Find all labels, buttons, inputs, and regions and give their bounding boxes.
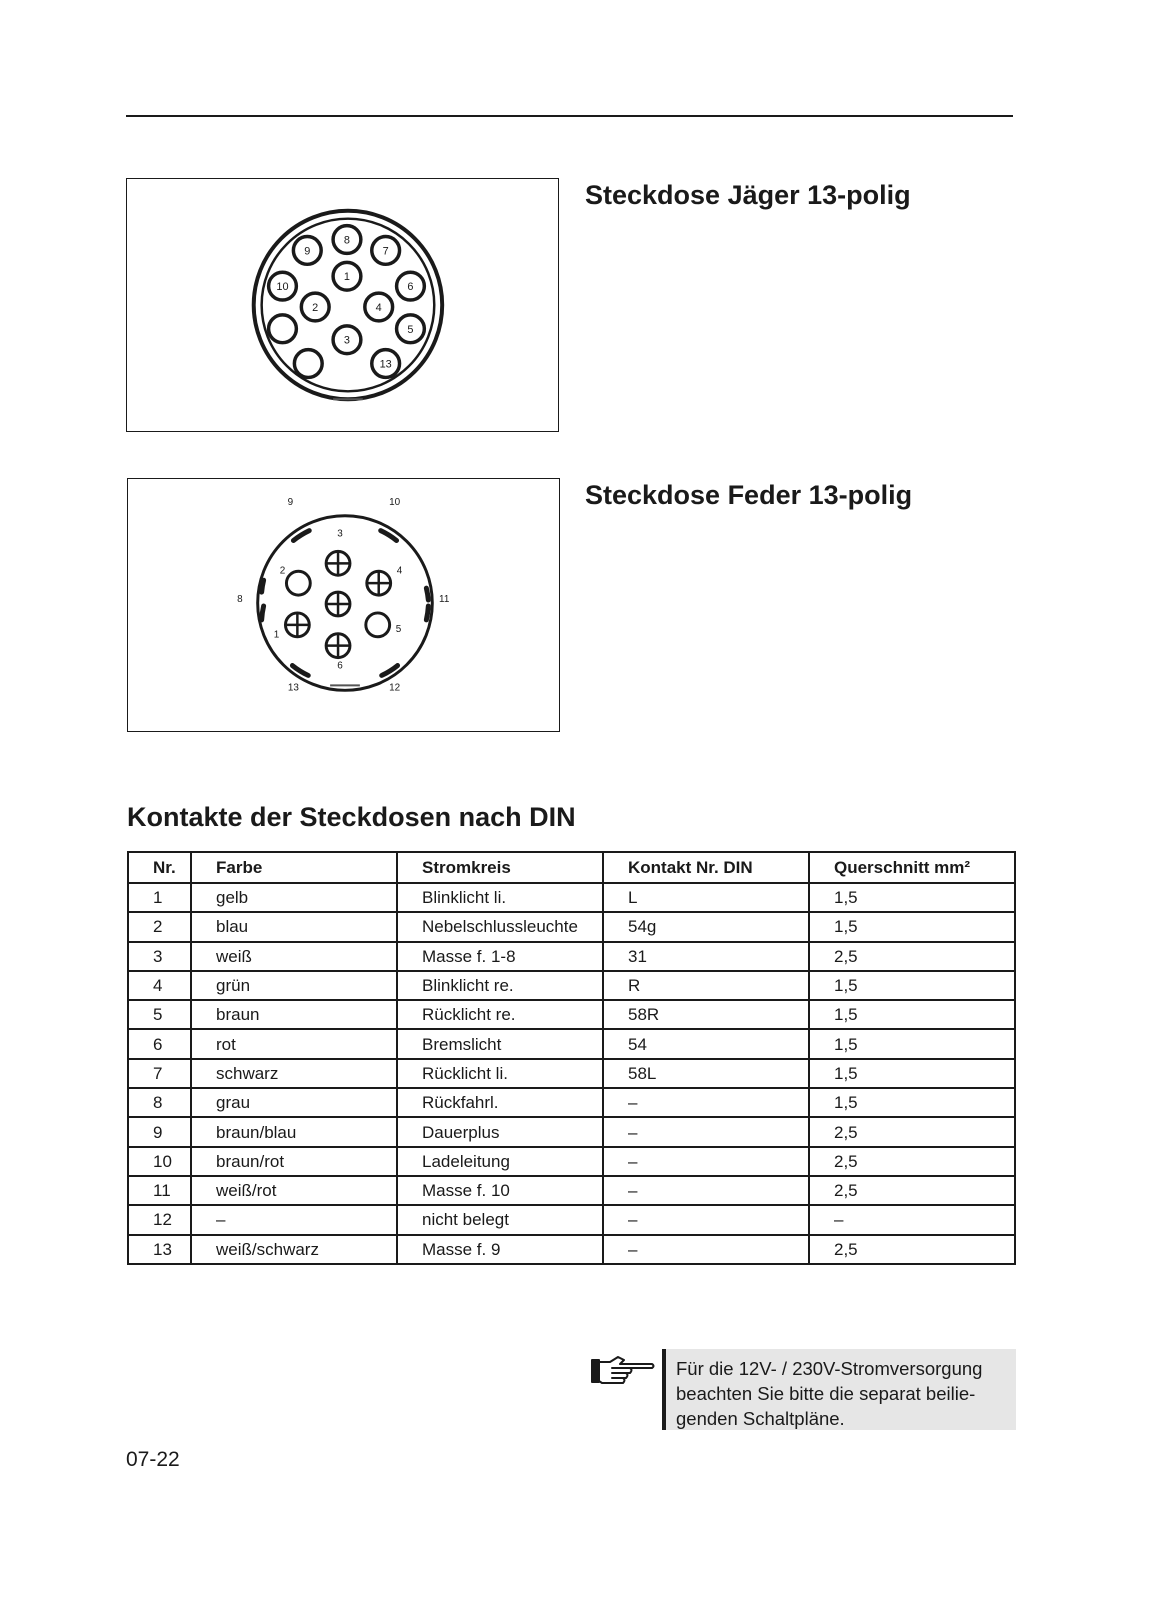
table-cell: – [603, 1235, 809, 1264]
table-cell: L [603, 883, 809, 912]
table-cell: 2,5 [809, 1117, 1015, 1146]
jaeger-pin-label: 9 [304, 245, 311, 258]
table-cell: rot [191, 1029, 397, 1058]
jaeger-pin-label: 13 [379, 358, 392, 371]
feder-outer-label: 8 [237, 594, 243, 606]
feder-segment-8b [262, 606, 264, 620]
table-cell: 1,5 [809, 1000, 1015, 1029]
table-cell: Rücklicht re. [397, 1000, 603, 1029]
table-cell: Rücklicht li. [397, 1059, 603, 1088]
table-cell: blau [191, 912, 397, 941]
note-line: beachten Sie bitte die separat beilie- [676, 1383, 976, 1404]
jaeger-socket-figure [126, 178, 559, 432]
table-cell: 54g [603, 912, 809, 941]
table-cell: 1,5 [809, 912, 1015, 941]
table-cell: 54 [603, 1029, 809, 1058]
feder-outer-label: 12 [389, 682, 401, 694]
jaeger-pin-label: 4 [375, 301, 382, 314]
table-cell: 13 [128, 1235, 191, 1264]
table-cell: weiß/schwarz [191, 1235, 397, 1264]
feder-segment-11 [426, 588, 428, 600]
feder-inner-label: 6 [337, 660, 343, 672]
table-cell: Masse f. 10 [397, 1176, 603, 1205]
table-row [128, 942, 1015, 971]
table-cell: grau [191, 1088, 397, 1117]
table-cell: weiß [191, 942, 397, 971]
contacts-table [127, 851, 1016, 1265]
feder-pin-5 [366, 613, 390, 637]
table-cell: 2,5 [809, 1176, 1015, 1205]
feder-outer-label: 11 [439, 594, 450, 606]
table-cell: 1,5 [809, 1059, 1015, 1088]
feder-inner-label: 2 [279, 565, 286, 577]
table-cell: 6 [128, 1029, 191, 1058]
table-cell: grün [191, 971, 397, 1000]
feder-segment-11b [426, 606, 428, 620]
table-cell: braun/blau [191, 1117, 397, 1146]
table-cell: 2,5 [809, 942, 1015, 971]
feder-pin-2 [286, 571, 310, 595]
table-cell: Rückfahrl. [397, 1088, 603, 1117]
table-cell: 1,5 [809, 883, 1015, 912]
table-cell: gelb [191, 883, 397, 912]
table-row [128, 1059, 1015, 1088]
jaeger-socket-diagram [127, 179, 558, 431]
table-cell: – [603, 1176, 809, 1205]
table-cell: 12 [128, 1205, 191, 1234]
feder-inner-label: 3 [337, 528, 343, 540]
table-cell: 11 [128, 1176, 191, 1205]
jaeger-pin-unlabeled-left [269, 315, 297, 343]
jaeger-pin-label: 8 [343, 234, 351, 247]
table-row [128, 1029, 1015, 1058]
table-cell: 4 [128, 971, 191, 1000]
table-row [128, 1176, 1015, 1205]
table-cell: Blinklicht li. [397, 883, 603, 912]
table-cell: weiß/rot [191, 1176, 397, 1205]
feder-inner-label: 4 [396, 565, 403, 577]
note-line: genden Schaltpläne. [676, 1408, 845, 1429]
table-cell: – [603, 1205, 809, 1234]
top-rule [126, 115, 1013, 117]
table-cell: 7 [128, 1059, 191, 1088]
header-kontakt-din: Kontakt Nr. DIN [603, 852, 809, 883]
feder-outer-label: 9 [287, 496, 294, 508]
jaeger-pin-label: 10 [276, 281, 289, 294]
table-cell: Masse f. 9 [397, 1235, 603, 1264]
table-cell: 5 [128, 1000, 191, 1029]
note-box [666, 1349, 1016, 1430]
table-row [128, 1000, 1015, 1029]
table-cell: 58R [603, 1000, 809, 1029]
table-cell: 2,5 [809, 1235, 1015, 1264]
feder-outer-label: 13 [287, 682, 299, 694]
jaeger-pin-label: 5 [407, 323, 414, 336]
table-cell: 2,5 [809, 1147, 1015, 1176]
table-row [128, 1147, 1015, 1176]
table-cell: nicht belegt [397, 1205, 603, 1234]
table-cell: Masse f. 1-8 [397, 942, 603, 971]
table-cell: 2 [128, 912, 191, 941]
table-cell: 31 [603, 942, 809, 971]
table-cell: – [603, 1117, 809, 1146]
table-cell: 8 [128, 1088, 191, 1117]
table-cell: – [809, 1205, 1015, 1234]
jaeger-socket-title: Steckdose Jäger 13-polig [585, 180, 911, 210]
header-querschnitt: Querschnitt mm² [809, 852, 1015, 883]
jaeger-pin-label: 7 [382, 245, 389, 258]
header-nr: Nr. [128, 852, 191, 883]
table-cell: 58L [603, 1059, 809, 1088]
table-header-row [128, 852, 1015, 883]
table-cell: 3 [128, 942, 191, 971]
table-row [128, 1117, 1015, 1146]
jaeger-pin-label: 6 [407, 281, 414, 294]
table-cell: braun/rot [191, 1147, 397, 1176]
feder-socket-title: Steckdose Feder 13-polig [585, 480, 913, 510]
table-cell: 1,5 [809, 1088, 1015, 1117]
feder-socket-figure [127, 478, 560, 732]
table-cell: R [603, 971, 809, 1000]
table-row [128, 1235, 1015, 1264]
jaeger-pin-label: 1 [343, 271, 351, 284]
table-cell: 1 [128, 883, 191, 912]
table-cell: Blinklicht re. [397, 971, 603, 1000]
table-cell: – [603, 1147, 809, 1176]
feder-pin-crosses [285, 551, 390, 657]
feder-segment-8 [262, 580, 264, 592]
header-stromkreis: Stromkreis [397, 852, 603, 883]
table-cell: Bremslicht [397, 1029, 603, 1058]
table-cell: – [191, 1205, 397, 1234]
feder-outer-label: 10 [389, 496, 401, 508]
table-cell: schwarz [191, 1059, 397, 1088]
feder-socket-diagram [128, 479, 559, 731]
table-cell: braun [191, 1000, 397, 1029]
table-cell: Nebelschlussleuchte [397, 912, 603, 941]
table-row [128, 1205, 1015, 1234]
feder-inner-label: 5 [395, 623, 402, 635]
table-cell: Ladeleitung [397, 1147, 603, 1176]
table-row [128, 1088, 1015, 1117]
jaeger-pin-label: 3 [343, 334, 351, 347]
table-cell: – [603, 1088, 809, 1117]
table-row [128, 971, 1015, 1000]
section-title: Kontakte der Steckdosen nach DIN [127, 802, 576, 832]
table-cell: 10 [128, 1147, 191, 1176]
pointing-hand-icon [590, 1354, 656, 1388]
table-row [128, 912, 1015, 941]
table-cell: 1,5 [809, 1029, 1015, 1058]
table-row [128, 883, 1015, 912]
note-line: Für die 12V- / 230V-Stromversorgung [676, 1358, 983, 1379]
table-cell: Dauerplus [397, 1117, 603, 1146]
header-farbe: Farbe [191, 852, 397, 883]
table-cell: 1,5 [809, 971, 1015, 1000]
table-cell: 9 [128, 1117, 191, 1146]
jaeger-pin-unlabeled-bottom [294, 350, 322, 378]
jaeger-pin-label: 2 [312, 301, 319, 314]
page-number: 07-22 [126, 1448, 180, 1471]
feder-inner-label: 1 [273, 629, 280, 641]
